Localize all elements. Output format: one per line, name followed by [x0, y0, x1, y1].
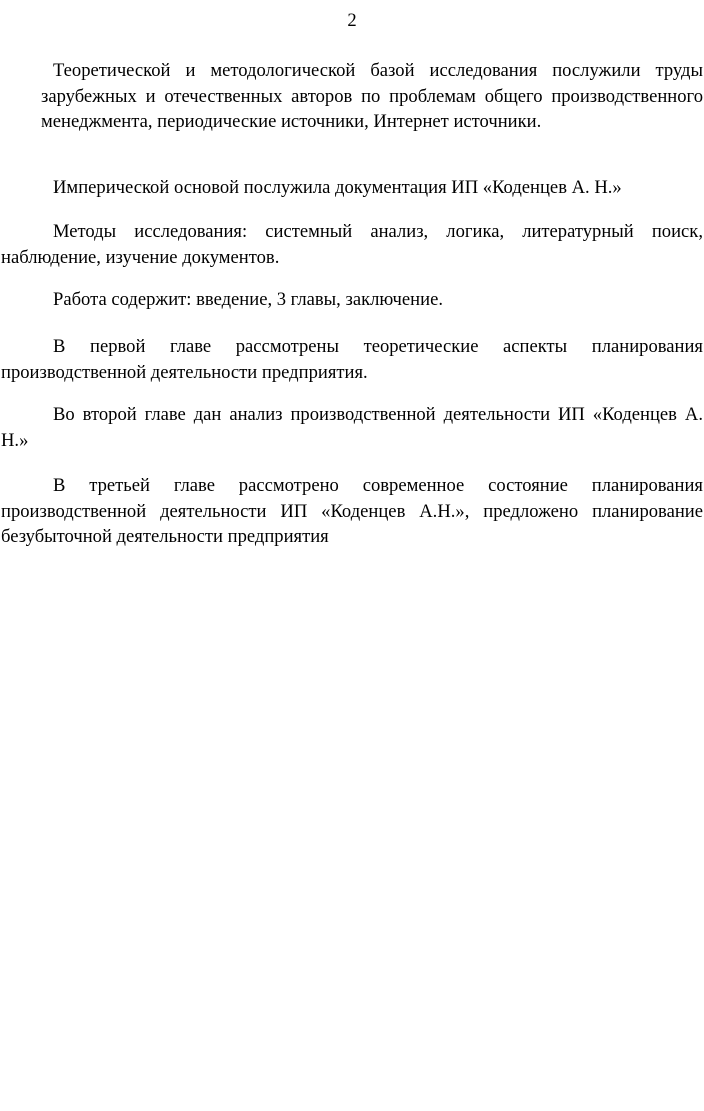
paragraph-chapter-one: В первой главе рассмотрены теоретические аспекты планирования производственной деятельности предприятия. — [1, 336, 703, 383]
paragraph-theoretical-basis: Теоретической и методологической базой исследования послужили труды зарубежных и отечественных авторов по проблемам общего производственного менеджмента, периодические источники, Интернет источники. — [41, 60, 703, 133]
page-number: 2 — [347, 10, 357, 31]
paragraph-chapter-two: Во второй главе дан анализ производственной деятельности ИП «Коденцев А. Н.» — [1, 404, 703, 451]
paragraph-empirical-basis: Имперической основой послужила документация ИП «Коденцев А. Н.» — [53, 177, 622, 198]
paragraph-work-structure: Работа содержит: введение, 3 главы, заключение. — [53, 289, 443, 310]
paragraph-chapter-three: В третьей главе рассмотрено современное состояние планирования производственной деятельности ИП «Коденцев А.Н.», предложено планирование безубыточной деятельности предприятия — [1, 475, 703, 548]
paragraph-research-methods: Методы исследования: системный анализ, логика, литературный поиск, наблюдение, изучение документов. — [1, 221, 703, 268]
